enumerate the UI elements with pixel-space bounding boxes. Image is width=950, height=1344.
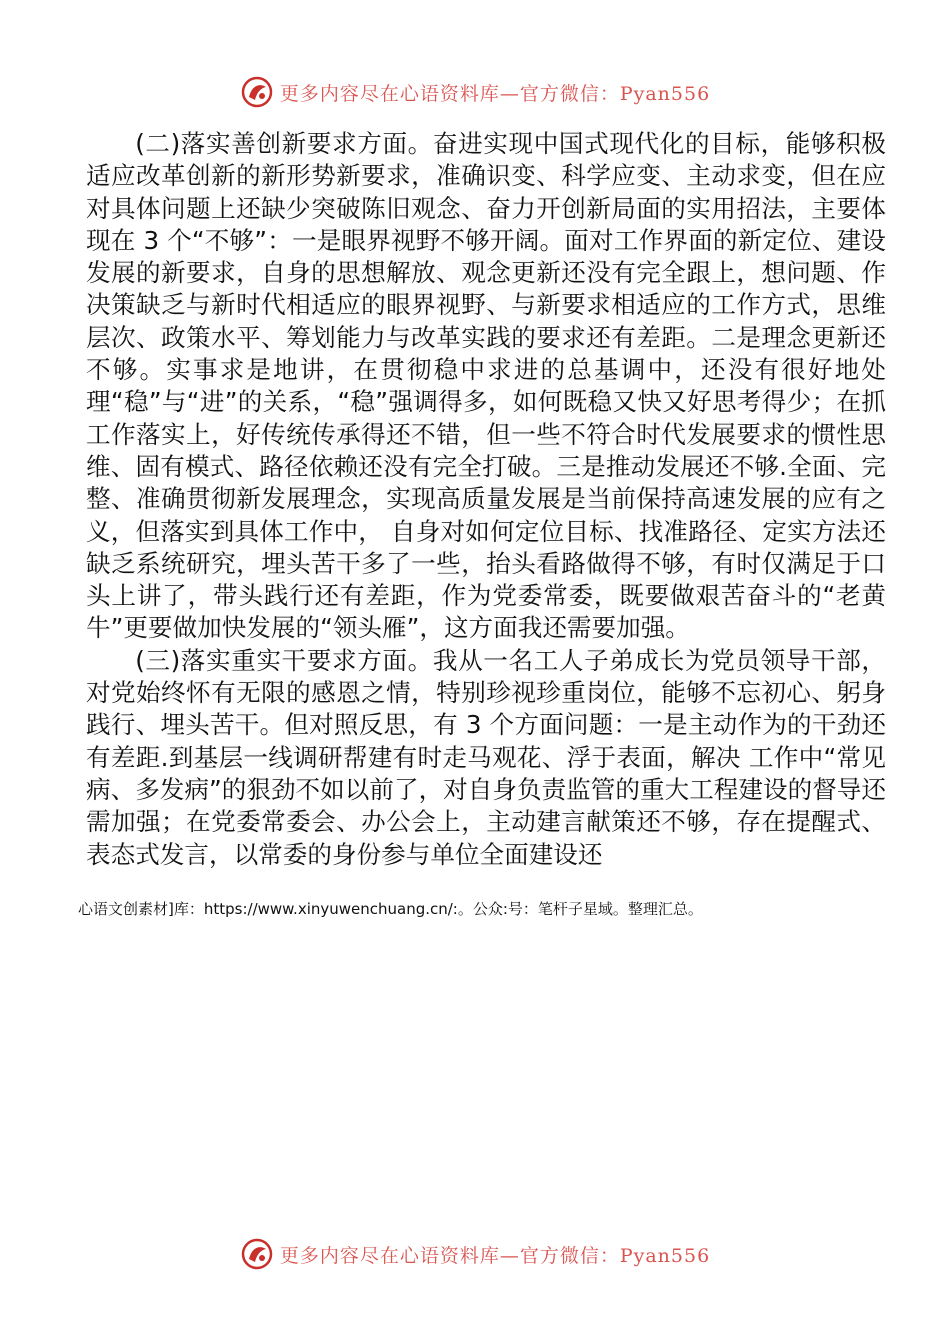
brand-logo-icon [240, 75, 274, 109]
footer-banner [0, 1232, 950, 1276]
document-body [86, 128, 886, 871]
banner-text: 更多内容尽在心语资料库—官方微信：Pyan556 [279, 1244, 711, 1267]
header-banner [0, 70, 950, 114]
paragraph-innovation: (二)落实善创新要求方面。奋进实现中国式现代化的目标，能够积极适应改革创新的新形势新要求，准确识变、科学应变、主动求变，但在应对具体问题上还缺少突破陈旧观念、奋力开创新局面的实用招法，主要体现在 3 个“不够”：一是眼界视野不够开阔。面对工作界面的新定位、建设发展的新要求，自身的思想解放、观念更新还没有完全跟上，想问题、作决策缺乏与新时代相适应的眼界视野、与新要求相适应的工作方式，思维层次、政策水平、筹划能力与改革实践的要求还有差距。二是理念更新还不够。实事求是地讲，在贯彻稳中求进的总基调中，还没有很好地处理“稳”与“进”的关系，“稳”强调得多，如何既稳又快又好思考得少；在抓工作落实上，好传统传承得还不错，但一些不符合时代发展要求的惯性思维、固有模式、路径依赖还没有完全打破。三是推动发展还不够.全面、完整、准确贯彻新发展理念，实现高质量发展是当前保持高速发展的应有之义，但落实到具体工作中， 自身对如何定位目标、找准路径、定实方法还缺乏系统研究，埋头苦干多了一些，抬头看路做得不够，有时仅满足于口头上讲了，带头践行还有差距，作为党委常委，既要做艰苦奋斗的“老黄牛”更要做加快发展的“领头雁”，这方面我还需要加强。 [86, 129, 886, 643]
paragraph-practical-work: (三)落实重实干要求方面。我从一名工人子弟成长为党员领导干部，对党始终怀有无限的感恩之情，特别珍视珍重岗位，能够不忘初心、躬身践行、埋头苦干。但对照反思，有 3 个方面问题：一是主动作为的干劲还有差距.到基层一线调研帮建有时走马观花、浮于表面，解决 工作中“常见病、多发病”的狠劲不如以前了，对自身负责监管的重大工程建设的督导还需加强；在党委常委会、办公会上，主动建言献策还不够，存在提醒式、表态式发言，以常委的身份参与单位全面建设还 [86, 645, 886, 869]
brand-logo-icon [240, 1237, 274, 1271]
banner-text: 更多内容尽在心语资料库—官方微信：Pyan556 [279, 82, 711, 105]
source-note: 心语文创素材]库：https://www.xinyuwenchuang.cn/:。公众:号：笔杆子星域。整理汇总。 [78, 900, 703, 918]
